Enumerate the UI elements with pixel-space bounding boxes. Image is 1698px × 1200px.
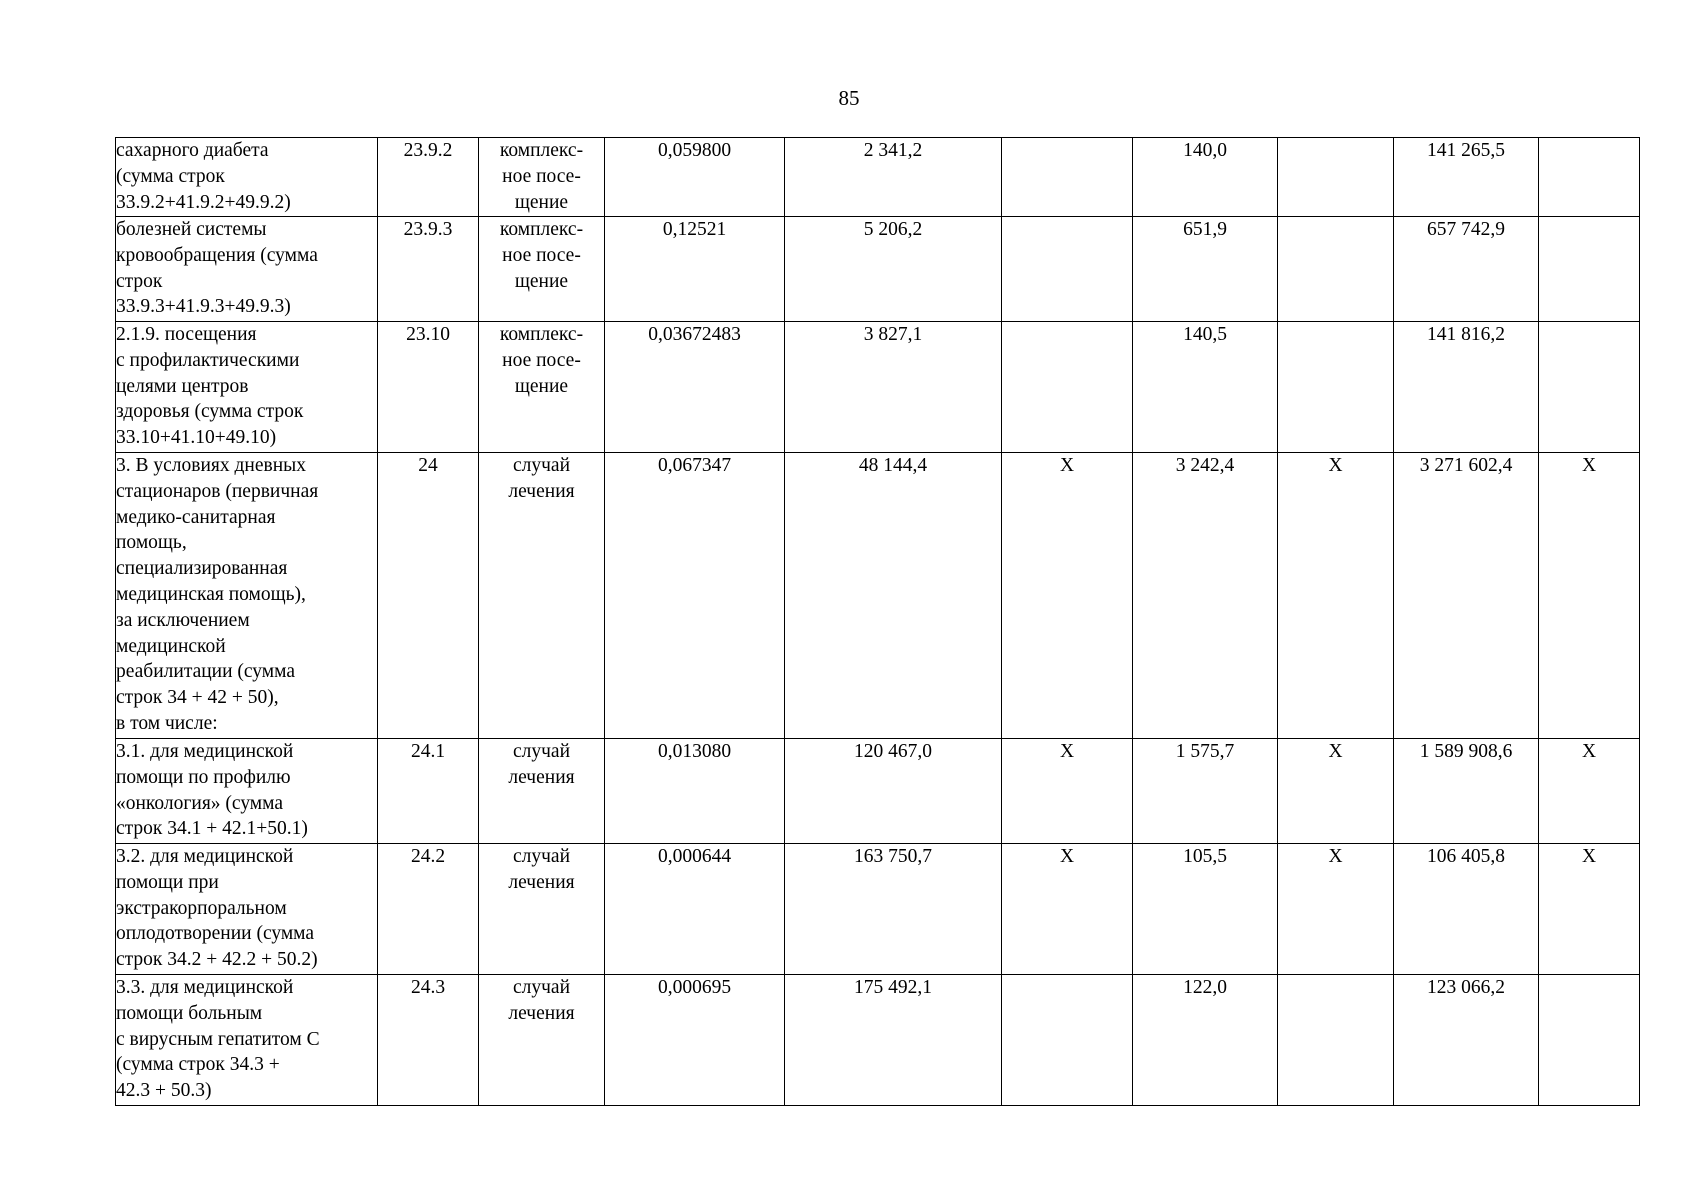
row-value-3 (1002, 217, 1133, 322)
table-row (116, 138, 1640, 217)
row-value-2: 3 827,1 (785, 322, 1002, 453)
row-value-7 (1539, 138, 1640, 217)
row-name: 3.3. для медицинской помощи больным с вирусным гепатитом С (сумма строк 34.3 + 42.3 + 50.3) (116, 977, 320, 1102)
row-name-cell (116, 453, 378, 739)
row-unit-cell (479, 322, 605, 453)
row-value-3: Х (1002, 844, 1133, 975)
row-value-5: Х (1278, 453, 1394, 739)
row-code: 24.1 (378, 739, 479, 844)
row-name: 3.2. для медицинской помощи при экстракорпоральном оплодотворении (сумма строк 34.2 + 42.2 + 50.2) (116, 846, 318, 971)
row-value-7: Х (1539, 844, 1640, 975)
row-value-5: Х (1278, 844, 1394, 975)
row-name-cell (116, 138, 378, 217)
row-value-1: 0,013080 (605, 739, 785, 844)
row-code: 23.9.2 (378, 138, 479, 217)
row-name-cell (116, 844, 378, 975)
row-value-6: 141 816,2 (1394, 322, 1539, 453)
row-value-6: 657 742,9 (1394, 217, 1539, 322)
row-value-5 (1278, 322, 1394, 453)
row-name-cell (116, 322, 378, 453)
row-value-1: 0,059800 (605, 138, 785, 217)
row-unit-cell (479, 138, 605, 217)
table-row (116, 844, 1640, 975)
row-value-4: 651,9 (1133, 217, 1278, 322)
row-value-3: Х (1002, 453, 1133, 739)
row-value-4: 140,0 (1133, 138, 1278, 217)
row-unit-cell (479, 453, 605, 739)
row-value-4: 105,5 (1133, 844, 1278, 975)
row-value-7 (1539, 217, 1640, 322)
row-name-cell (116, 975, 378, 1106)
data-table (115, 137, 1640, 1106)
row-unit-cell (479, 844, 605, 975)
row-unit: комплекс- ное посе- щение (499, 140, 584, 213)
row-name-cell (116, 739, 378, 844)
row-value-1: 0,067347 (605, 453, 785, 739)
row-value-5: Х (1278, 739, 1394, 844)
row-value-1: 0,03672483 (605, 322, 785, 453)
row-value-5 (1278, 217, 1394, 322)
row-value-1: 0,12521 (605, 217, 785, 322)
row-name: 3. В условиях дневных стационаров (первичная медико-санитарная помощь, специализированная медицинская помощь), за исключением медицинской реабилитации (сумма строк 34 + 42 + 50), в том числе: (116, 455, 319, 734)
row-value-2: 2 341,2 (785, 138, 1002, 217)
table-row (116, 739, 1640, 844)
table-row (116, 975, 1640, 1106)
row-value-4: 1 575,7 (1133, 739, 1278, 844)
row-value-7 (1539, 975, 1640, 1106)
row-code: 24.3 (378, 975, 479, 1106)
row-value-7: Х (1539, 739, 1640, 844)
row-value-4: 140,5 (1133, 322, 1278, 453)
row-unit: случай лечения (508, 846, 575, 893)
row-value-5 (1278, 975, 1394, 1106)
row-value-6: 106 405,8 (1394, 844, 1539, 975)
row-value-1: 0,000695 (605, 975, 785, 1106)
row-value-2: 5 206,2 (785, 217, 1002, 322)
row-value-6: 123 066,2 (1394, 975, 1539, 1106)
row-code: 24 (378, 453, 479, 739)
table-row (116, 217, 1640, 322)
row-name: 2.1.9. посещения с профилактическими целями центров здоровья (сумма строк 33.10+41.10+49.10) (116, 324, 304, 449)
row-name-cell (116, 217, 378, 322)
row-value-7 (1539, 322, 1640, 453)
row-value-2: 120 467,0 (785, 739, 1002, 844)
page-number: 85 (838, 86, 860, 110)
row-unit: комплекс- ное посе- щение (499, 219, 584, 292)
row-value-2: 48 144,4 (785, 453, 1002, 739)
row-value-3 (1002, 975, 1133, 1106)
row-unit: комплекс- ное посе- щение (499, 324, 584, 397)
row-value-2: 175 492,1 (785, 975, 1002, 1106)
row-value-6: 1 589 908,6 (1394, 739, 1539, 844)
row-name: 3.1. для медицинской помощи по профилю «онкология» (сумма строк 34.1 + 42.1+50.1) (116, 741, 308, 840)
row-unit: случай лечения (508, 455, 575, 502)
row-name: болезней системы кровообращения (сумма строк 33.9.3+41.9.3+49.9.3) (116, 219, 318, 318)
row-value-3 (1002, 138, 1133, 217)
row-value-4: 122,0 (1133, 975, 1278, 1106)
table-row (116, 453, 1640, 739)
row-unit: случай лечения (508, 977, 575, 1024)
row-unit-cell (479, 739, 605, 844)
row-value-3: Х (1002, 739, 1133, 844)
row-value-5 (1278, 138, 1394, 217)
row-code: 23.9.3 (378, 217, 479, 322)
row-value-1: 0,000644 (605, 844, 785, 975)
row-value-3 (1002, 322, 1133, 453)
row-code: 23.10 (378, 322, 479, 453)
row-code: 24.2 (378, 844, 479, 975)
row-value-6: 3 271 602,4 (1394, 453, 1539, 739)
row-unit: случай лечения (508, 741, 575, 788)
row-value-7: Х (1539, 453, 1640, 739)
row-value-4: 3 242,4 (1133, 453, 1278, 739)
row-value-6: 141 265,5 (1394, 138, 1539, 217)
table-row (116, 322, 1640, 453)
row-unit-cell (479, 975, 605, 1106)
row-name: сахарного диабета (сумма строк 33.9.2+41.9.2+49.9.2) (116, 140, 291, 213)
row-value-2: 163 750,7 (785, 844, 1002, 975)
row-unit-cell (479, 217, 605, 322)
